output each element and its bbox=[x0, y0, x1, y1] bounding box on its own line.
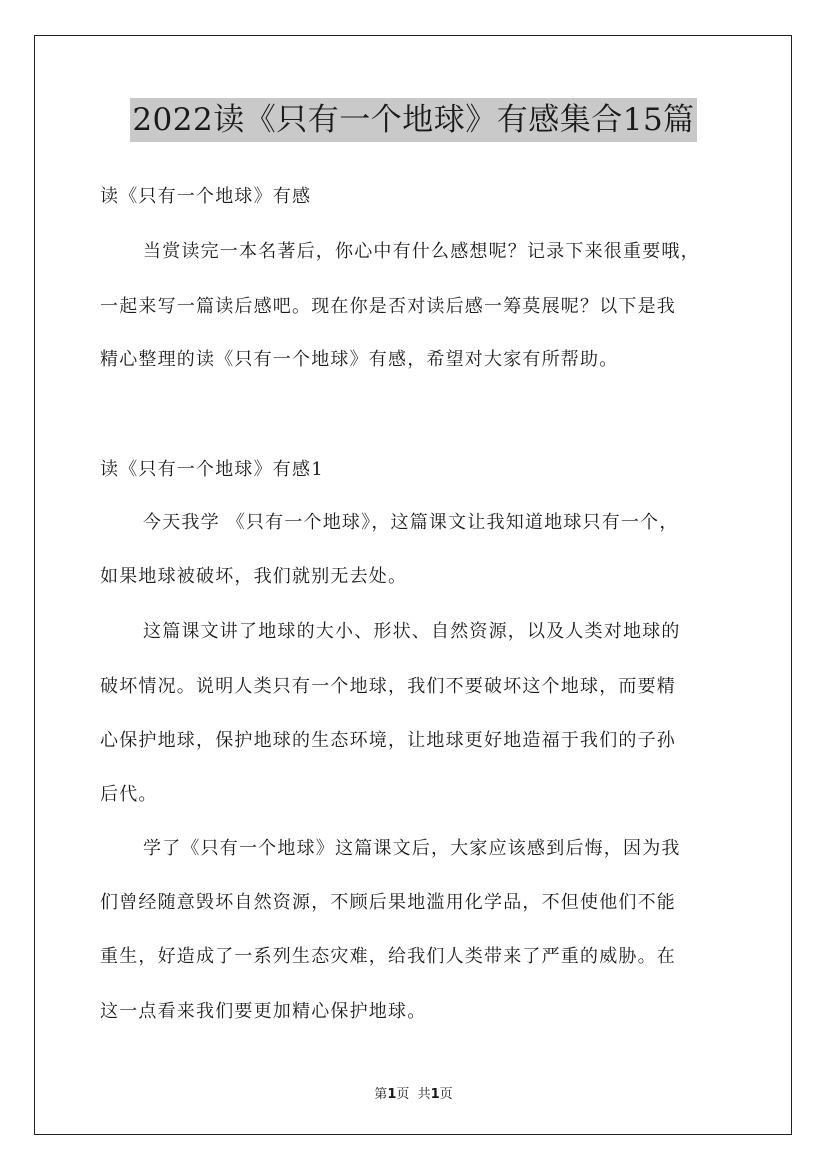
paragraph-line: 这一点看来我们要更加精心保护地球。 bbox=[100, 1001, 427, 1022]
paragraph-line: 破坏情况。说明人类只有一个地球，我们不要破坏这个地球，而要精 bbox=[100, 676, 676, 697]
page-mid: 页 共 bbox=[396, 1087, 431, 1102]
paragraph-line: 精心整理的读《只有一个地球》有感，希望对大家有所帮助。 bbox=[100, 349, 619, 370]
title-container bbox=[0, 98, 827, 142]
page-number: 1 bbox=[387, 1087, 397, 1102]
paragraph-line: 学了《只有一个地球》这篇课文后，大家应该感到后悔，因为我 bbox=[143, 838, 681, 859]
paragraph-line: 心保护地球，保护地球的生态环境，让地球更好地造福于我们的子孙 bbox=[100, 730, 676, 751]
paragraph-line: 今天我学 《只有一个地球》，这篇课文让我知道地球只有一个， bbox=[143, 512, 679, 533]
paragraph-line: 当赏读完一本名著后，你心中有什么感想呢？记录下来很重要哦， bbox=[143, 241, 700, 262]
document-title: 2022读《只有一个地球》有感集合15篇 bbox=[130, 98, 696, 142]
page-total: 1 bbox=[430, 1087, 440, 1102]
section-heading: 读《只有一个地球》有感 bbox=[100, 186, 312, 207]
page-prefix: 第 bbox=[374, 1087, 388, 1102]
paragraph-line: 这篇课文讲了地球的大小、形状、自然资源，以及人类对地球的 bbox=[143, 621, 681, 642]
section-heading: 读《只有一个地球》有感1 bbox=[100, 459, 324, 480]
paragraph-line: 们曾经随意毁坏自然资源，不顾后果地滥用化学品，不但使他们不能 bbox=[100, 892, 676, 913]
paragraph-line: 重生，好造成了一系列生态灾难，给我们人类带来了严重的威胁。在 bbox=[100, 946, 676, 967]
page-footer bbox=[0, 1083, 827, 1102]
paragraph-line: 一起来写一篇读后感吧。现在你是否对读后感一筹莫展呢？以下是我 bbox=[100, 296, 676, 317]
paragraph-line: 如果地球被破坏，我们就别无去处。 bbox=[100, 566, 408, 587]
page-suffix: 页 bbox=[439, 1087, 453, 1102]
paragraph-line: 后代。 bbox=[100, 784, 158, 805]
